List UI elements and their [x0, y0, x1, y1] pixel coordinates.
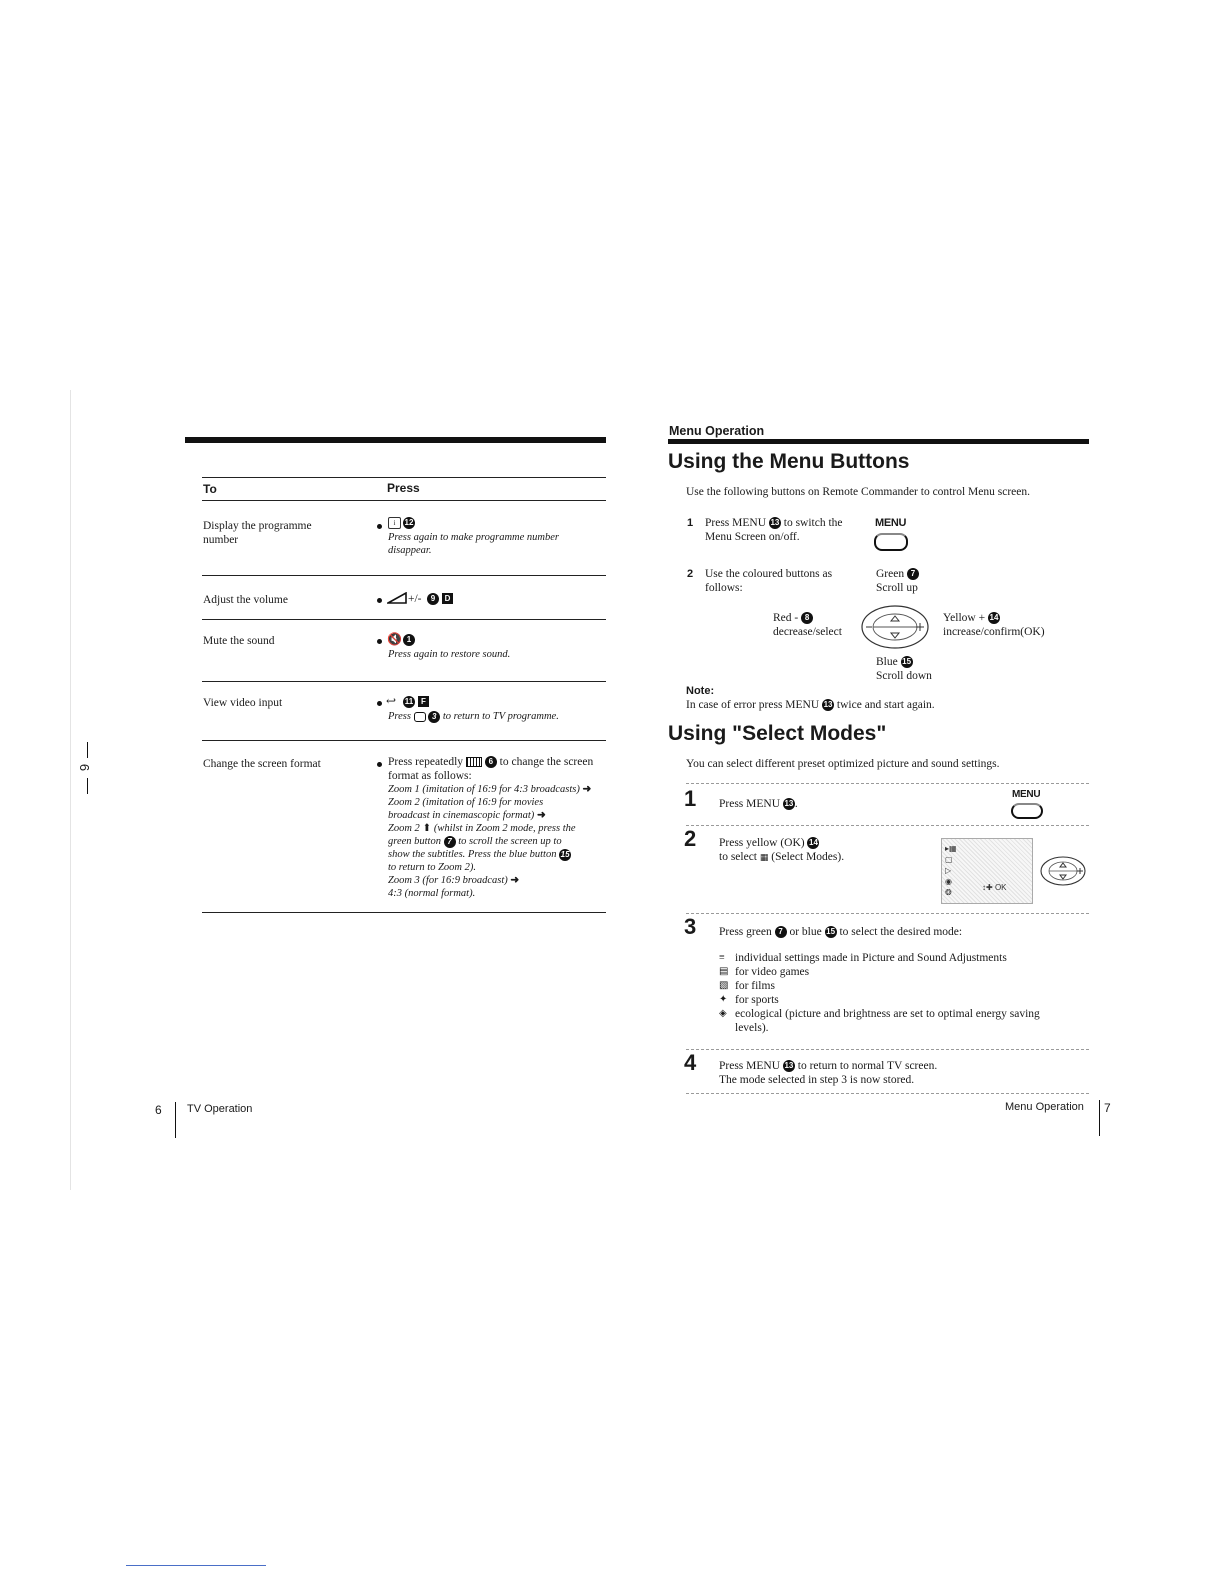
- note-text: to return to TV programme.: [442, 711, 559, 722]
- red-button-label: Red - 8 decrease/select: [773, 612, 842, 638]
- arrow-icon: ➜: [510, 875, 520, 886]
- blue-button-label: Blue 15 Scroll down: [876, 656, 932, 682]
- button-number-badge: 14: [989, 613, 999, 623]
- table-row-to: Display the programme number: [203, 520, 312, 546]
- zoom-line: to return to Zoom 2).: [388, 862, 476, 873]
- volume-plus-minus: +/-: [408, 593, 422, 605]
- list-item: ◈ ecological (picture and brightness are set to optimal energy saving levels).: [719, 1008, 1040, 1034]
- step-number: 3: [684, 914, 697, 939]
- volume-icon: [387, 592, 407, 604]
- button-number-badge: 15: [902, 657, 912, 667]
- table-row-divider: [202, 619, 606, 620]
- step-text: Press yellow (OK) 14 to select ▦ (Select Modes).: [719, 837, 845, 863]
- table-header-to: To: [203, 482, 217, 496]
- step-number: 1: [684, 786, 697, 811]
- table-row-note: Press again to restore sound.: [388, 649, 511, 660]
- menu-button-icon: [1011, 803, 1043, 819]
- button-number-badge: 15: [826, 927, 836, 937]
- video-input-icon: ↩: [386, 694, 397, 708]
- green-button-label: Green 7 Scroll up: [876, 568, 918, 594]
- select-modes-icon: ▦: [759, 852, 769, 862]
- left-page-number: 6: [155, 1103, 162, 1117]
- bullet: [377, 701, 382, 706]
- osd-menu-screen: [941, 838, 1033, 904]
- step-number: 2: [687, 568, 694, 580]
- step-text: Use the coloured buttons as follows:: [705, 568, 833, 594]
- sport-mode-icon: ✦: [719, 994, 728, 1005]
- table-row-note: [388, 710, 559, 723]
- table-header-press: Press: [387, 481, 420, 495]
- table-bottom-rule: [202, 912, 606, 913]
- table-row-divider: [202, 740, 606, 741]
- menu-button-label: MENU: [875, 517, 907, 529]
- list-item: ▤ for video games: [719, 966, 810, 978]
- step-text: Press MENU 13 .: [719, 798, 798, 810]
- zoom-line: Zoom 2 ⬆ (whilst in Zoom 2 mode, press the: [388, 823, 576, 834]
- osd-nav-hint: ↕✚ OK: [982, 883, 1007, 892]
- step-text: Press green 7 or blue 15 to select the desired mode:: [719, 926, 963, 938]
- wide-format-icon: [466, 757, 482, 767]
- step-divider: [686, 913, 1089, 914]
- button-number-badge: 12: [404, 518, 414, 527]
- button-number-badge: 3: [428, 711, 440, 723]
- screen-format-instruction: [388, 755, 598, 783]
- button-number-badge: 1: [403, 634, 415, 646]
- osd-ok-label: OK: [994, 883, 1007, 892]
- colour-buttons-dpad-icon: [1039, 855, 1087, 887]
- table-row-to: Change the screen format: [203, 758, 321, 770]
- table-row-divider: [202, 681, 606, 682]
- arrow-icon: ➜: [582, 784, 592, 795]
- button-number-badge: 14: [809, 838, 818, 848]
- button-number-badge: 7: [907, 568, 919, 580]
- button-number-badge: 11: [404, 697, 414, 706]
- table-row-to: Mute the sound: [203, 635, 275, 647]
- list-item: ▧ for films: [719, 980, 775, 992]
- step-divider: [686, 1093, 1089, 1094]
- zoom-line: green button 7 to scroll the screen up to: [388, 836, 562, 847]
- scan-edge-line: [70, 390, 71, 1190]
- bullet: [377, 598, 382, 603]
- right-top-rule: [668, 439, 1089, 444]
- eco-mode-icon: ◈: [719, 1008, 727, 1019]
- press-prefix: Press repeatedly: [388, 756, 464, 768]
- right-page-number: 7: [1104, 1101, 1111, 1115]
- heading-menu-buttons: Using the Menu Buttons: [668, 450, 910, 473]
- osd-icon-column: ▸▦ ▢ ▷ ◉ ❂: [945, 844, 957, 897]
- side-marker-line-top: [87, 742, 88, 758]
- press-suffix: to change the screen format as follows:: [388, 756, 594, 782]
- intro-menu-buttons: Use the following buttons on Remote Commander to control Menu screen.: [686, 486, 1030, 498]
- step-divider: [686, 1049, 1089, 1050]
- list-item: ✦ for sports: [719, 994, 779, 1006]
- bullet: [377, 762, 382, 767]
- yellow-button-label: Yellow + 14 increase/confirm(OK): [943, 612, 1045, 638]
- button-number-badge: 7: [775, 926, 787, 938]
- table-row-divider: [202, 575, 606, 576]
- table-row-to: Adjust the volume: [203, 594, 288, 606]
- button-number-badge: 13: [770, 518, 780, 528]
- left-footer-label: TV Operation: [187, 1103, 253, 1115]
- step-number: 1: [687, 517, 694, 529]
- step-divider: [686, 783, 1089, 784]
- film-mode-icon: ▧: [719, 980, 729, 991]
- step-number: 2: [684, 826, 697, 851]
- button-letter-badge: F: [418, 696, 429, 707]
- zoom-line: broadcast in cinemascopic format) ➜: [388, 810, 546, 821]
- zoom-line: 4:3 (normal format).: [388, 888, 476, 899]
- button-number-badge: 15: [560, 849, 570, 859]
- note-prefix: Press: [388, 711, 411, 722]
- zoom-line: Zoom 2 (imitation of 16:9 for movies: [388, 797, 544, 808]
- personal-mode-icon: ≡: [719, 952, 725, 963]
- heading-select-modes: Using "Select Modes": [668, 722, 887, 745]
- right-footer-label: Menu Operation: [1005, 1101, 1084, 1113]
- table-row-note: Press again to make programme number disappear.: [388, 532, 559, 556]
- mode-list: [719, 951, 1059, 1035]
- button-number-badge: 13: [784, 799, 794, 809]
- intro-select-modes: You can select different preset optimized picture and sound settings.: [686, 758, 1000, 770]
- up-arrow-icon: ⬆: [422, 823, 432, 834]
- game-mode-icon: ▤: [719, 966, 729, 977]
- button-number-badge: 9: [427, 593, 439, 605]
- note-title: Note:: [686, 685, 715, 697]
- colour-buttons-dpad-icon: [860, 604, 930, 650]
- button-number-badge: 13: [823, 700, 833, 710]
- zoom-list: [388, 783, 603, 900]
- side-marker-number: 6: [77, 763, 93, 772]
- right-footer-divider: [1099, 1100, 1100, 1136]
- button-letter-badge: D: [442, 593, 453, 604]
- table-header-bottom-rule: [202, 500, 606, 501]
- arrow-icon: ➜: [536, 810, 546, 821]
- step-number: 4: [684, 1050, 697, 1075]
- list-item: ≡ individual settings made in Picture and Sound Adjustments: [719, 952, 1007, 964]
- programme-info-icon: i: [388, 517, 401, 529]
- bullet: [377, 639, 382, 644]
- zoom-line: Zoom 1 (imitation of 16:9 for 4:3 broadcasts) ➜: [388, 784, 592, 795]
- menu-button-label: MENU: [1012, 789, 1041, 800]
- menu-button-icon: [874, 533, 908, 551]
- note-text: In case of error press MENU 13 twice and start again.: [686, 699, 935, 711]
- button-number-badge: 6: [485, 756, 497, 768]
- bullet: [377, 524, 382, 529]
- zoom-line: Zoom 3 (for 16:9 broadcast) ➜: [388, 875, 520, 886]
- zoom-line: show the subtitles. Press the blue button 15: [388, 849, 570, 860]
- left-top-rule: [185, 437, 606, 443]
- button-number-badge: 8: [801, 612, 813, 624]
- left-footer-divider: [175, 1102, 176, 1138]
- step-text: Press MENU 13 to switch the Menu Screen on/off.: [705, 517, 843, 543]
- table-row-to: View video input: [203, 697, 283, 709]
- tv-button-icon: [414, 712, 426, 722]
- mute-icon: 🔇: [387, 632, 402, 646]
- step-text: Press MENU 13 to return to normal TV screen. The mode selected in step 3 is now stored.: [719, 1060, 938, 1086]
- section-label: Menu Operation: [669, 424, 765, 438]
- button-number-badge: 7: [444, 836, 456, 848]
- scan-bottom-line: [126, 1565, 266, 1566]
- table-header-top-rule: [202, 477, 606, 478]
- side-marker-line-bottom: [87, 778, 88, 794]
- step-divider: [686, 825, 1089, 826]
- button-number-badge: 13: [784, 1061, 794, 1071]
